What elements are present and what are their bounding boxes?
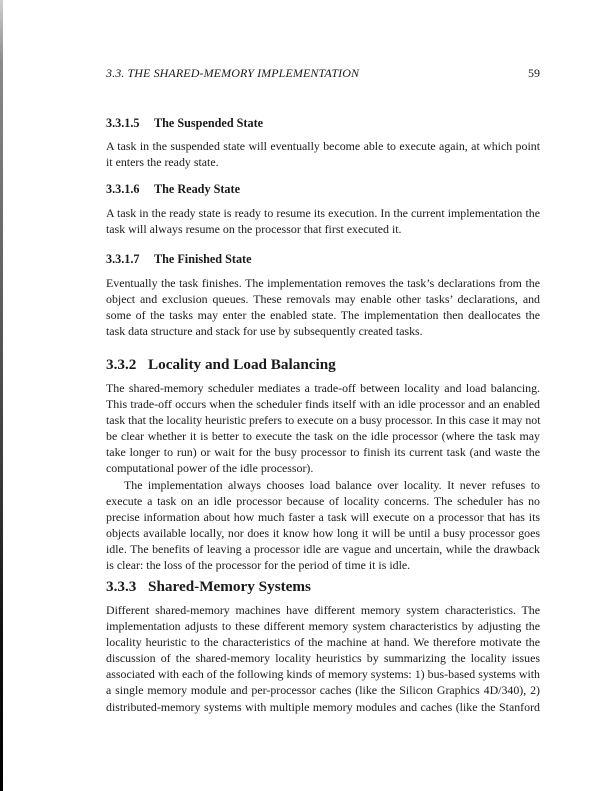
scan-edge-artifact	[0, 0, 3, 791]
page-number: 59	[528, 66, 540, 80]
paragraph-333	[106, 602, 540, 715]
running-header	[106, 66, 540, 82]
text-line: idle. The benefits of leaving a processor idle are vague and uncertain, while the drawback	[106, 541, 540, 556]
subsection-heading-3316	[106, 182, 240, 197]
subsection-number: 3.3.1.5	[106, 116, 140, 130]
text-line: take longer to run) or wait for the busy processor to finish its current task (and waste the	[106, 445, 540, 460]
text-line: distributed-memory systems with multiple memory modules and caches (like the Stanford	[106, 699, 540, 714]
text-line: task data structure and stack for use by subsequently created tasks.	[106, 324, 423, 339]
text-line: The shared-memory scheduler mediates a trade-off between locality and load balancing.	[106, 381, 540, 395]
paragraph-3315	[106, 138, 540, 170]
section-number: 3.3.3	[106, 578, 137, 595]
text-line: A task in the suspended state will eventually become able to execute again, at which point	[106, 139, 540, 153]
subsection-heading-3317	[106, 252, 252, 267]
text-line: A task in the ready state is ready to resume its execution. In the current implementation the	[106, 206, 540, 220]
text-line: objects available locally, nor does it know how long it will be until a busy processor goes	[106, 525, 540, 540]
paragraph-332-1	[106, 380, 540, 477]
text-line: This trade-off occurs when the scheduler finds itself with an idle processor and an enabled	[106, 397, 540, 412]
subsection-title: The Ready State	[154, 182, 240, 196]
text-line: implementation adjusts to these different memory system characteristics by adjusting the	[106, 619, 540, 634]
section-number: 3.3.2	[106, 356, 137, 373]
text-line: task will always resume on the processor that first executed it.	[106, 222, 402, 237]
text-line: The implementation always chooses load balance over locality. It never refuses to	[124, 477, 540, 492]
text-line: task that the locality heuristic prefers to execute on a busy processor. In this case it may not	[106, 413, 541, 428]
text-line: discussion of the shared-memory locality heuristics by summarizing the locality issues	[106, 651, 540, 666]
subsection-heading-3315	[106, 116, 263, 131]
paragraph-332-2	[106, 477, 540, 574]
running-header-title: 3.3. THE SHARED-MEMORY IMPLEMENTATION	[106, 66, 360, 80]
text-line: precise information about how much faster a task will execute on a processor that has its	[106, 509, 540, 524]
text-line: execute a task on an idle processor because of locality concerns. The scheduler has no	[106, 493, 540, 508]
text-line: object and exclusion queues. These removals may enable other tasks’ declarations, and	[106, 292, 540, 307]
section-heading-333	[106, 578, 311, 596]
section-heading-332	[106, 356, 336, 374]
text-line: is clear: the loss of the processor for the period of time it is idle.	[106, 558, 411, 573]
text-line: some of the tasks may enter the enabled state. The implementation then deallocates the	[106, 308, 540, 323]
paragraph-3317	[106, 275, 540, 339]
section-title: Locality and Load Balancing	[148, 356, 336, 373]
subsection-title: The Suspended State	[154, 116, 264, 130]
text-line: it enters the ready state.	[106, 155, 219, 170]
subsection-title: The Finished State	[154, 252, 252, 266]
text-line: Eventually the task finishes. The implementation removes the task’s declarations from the	[106, 276, 540, 290]
text-line: associated with each of the following kinds of memory systems: 1) bus-based systems with	[106, 667, 540, 682]
section-title: Shared-Memory Systems	[148, 578, 311, 595]
text-line: be clear whether it is better to execute the task on the idle processor (where the task may	[106, 429, 540, 444]
text-line: computational power of the idle processor).	[106, 461, 314, 476]
text-line: a single memory module and per-processor caches (like the Silicon Graphics 4D/340), 2)	[106, 683, 540, 698]
paragraph-3316	[106, 205, 540, 237]
subsection-number: 3.3.1.6	[106, 182, 140, 196]
text-line: Different shared-memory machines have different memory system characteristics. The	[106, 603, 540, 617]
subsection-number: 3.3.1.7	[106, 252, 140, 266]
text-line: locality heuristic to the characteristics of the machine at hand. We therefore motivate the	[106, 635, 540, 650]
